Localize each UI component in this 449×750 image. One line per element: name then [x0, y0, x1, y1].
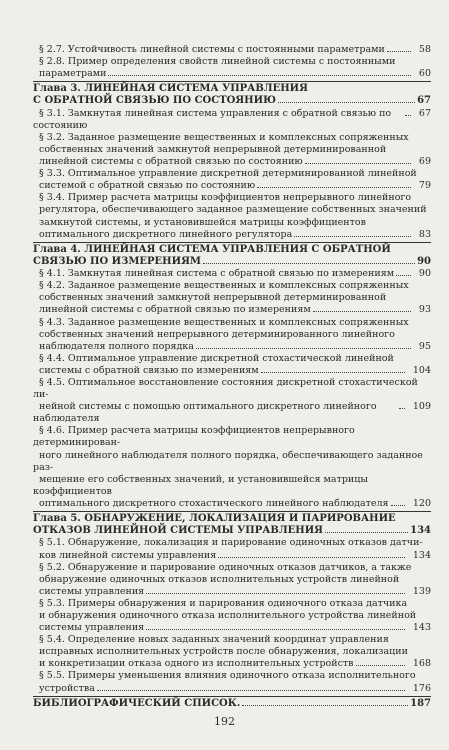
toc-entry-text: регулятора, обеспечивающего заданное размещение собственных значений: [39, 204, 427, 216]
toc-entry-text: § 4.4. Оптимальное управление дискретной стохастической линейной: [39, 352, 394, 364]
toc-entry-text: § 4.5. Оптимальное восстановление состояния дискретной стохастической ли-: [33, 376, 418, 401]
toc-page-number: 168: [412, 658, 431, 670]
toc-page-number: 134: [412, 549, 431, 561]
toc-page-number: 187: [410, 697, 431, 709]
chapter-rule: [33, 696, 431, 697]
toc-entry-text: нейной системы с помощью оптимального дискретного линейного наблюдателя: [33, 401, 377, 425]
toc-page-number: 134: [410, 525, 431, 537]
dot-leader: [356, 665, 405, 666]
toc-entry-text: § 5.5. Примеры уменьшения влияния одиночного отказа исполнительного: [39, 670, 416, 682]
dot-leader: [242, 705, 408, 706]
toc-section: [33, 268, 431, 280]
toc-entry-text: мещение его собственных значений, и установившейся матрицы коэффициентов: [33, 473, 368, 497]
toc-chapter: [33, 244, 431, 268]
toc-section: [33, 598, 431, 634]
dot-leader: [97, 690, 405, 691]
toc-section: [33, 425, 431, 510]
toc-entry-text: системой с обратной связью по состоянию: [39, 180, 256, 192]
toc-page-number: 69: [418, 156, 431, 168]
toc-entry-text: устройства: [39, 682, 95, 694]
toc-entry-text: наблюдателя полного порядка: [39, 340, 194, 352]
toc-page-number: 143: [412, 622, 431, 634]
toc-entry-text: оптимального дискретного стохастического линейного наблюдателя: [39, 497, 389, 509]
toc-page-number: 67: [418, 107, 431, 119]
toc-chapter: [33, 698, 431, 710]
toc-entry-text: § 3.3. Оптимальное управление дискретной детерминированной линейной: [39, 168, 417, 180]
toc-page-number: 79: [418, 180, 431, 192]
dot-leader: [325, 532, 408, 533]
dot-leader: [313, 311, 411, 312]
toc-entry-text: Глава 3. ЛИНЕЙНАЯ СИСТЕМА УПРАВЛЕНИЯ: [33, 83, 308, 95]
chapter-rule: [33, 242, 431, 243]
toc-page-number: 58: [418, 44, 431, 55]
dot-leader: [261, 372, 405, 373]
dot-leader: [405, 115, 411, 116]
toc-chapter: [33, 83, 431, 107]
toc-entry-text: § 4.6. Пример расчета матрицы коэффициентов непрерывного детерминирован-: [33, 425, 355, 449]
dot-leader: [305, 163, 411, 164]
toc-page-number: 67: [417, 95, 431, 107]
toc-entry-text: и конкретизации отказа одного из исполнительных устройств: [39, 658, 354, 670]
toc-section: [33, 317, 431, 353]
toc-entry-text: § 3.1. Замкнутая линейная система управления с обратной связью по состоянию: [33, 107, 392, 131]
toc-entry-text: оптимального дискретного линейного регулятора: [39, 228, 293, 240]
dot-leader: [108, 75, 410, 76]
toc-page-number: 95: [418, 340, 431, 352]
toc-entry-text: линейной системы с обратной связью по состоянию: [39, 156, 303, 168]
toc-section: [33, 56, 431, 80]
toc-entry-text: системы управления: [39, 585, 145, 597]
toc-chapter: [33, 513, 431, 537]
toc-entry-text: исправных исполнительных устройств после обнаружения, локализации: [39, 646, 408, 658]
toc-page-number: 139: [412, 585, 431, 597]
toc-page-number: 83: [418, 228, 431, 240]
toc-entry-text: § 5.1. Обнаружение, локализация и парирование одиночных отказов датчи-: [39, 537, 423, 549]
toc-entry-text: системы управления: [39, 622, 145, 634]
toc-entry-text: ков линейной системы управления: [39, 549, 217, 561]
toc-section: [33, 168, 431, 192]
toc-section: [33, 280, 431, 316]
dot-leader: [294, 236, 411, 237]
toc-entry-text: ОТКАЗОВ ЛИНЕЙНОЙ СИСТЕМЫ УПРАВЛЕНИЯ: [33, 525, 323, 537]
toc-entry-text: и обнаружения одиночного отказа исполнительного устройства линейной: [39, 609, 417, 621]
toc-entry-text: § 4.3. Заданное размещение вещественных и комплексных сопряженных: [39, 316, 409, 328]
dot-leader: [257, 187, 411, 188]
page-number: 192: [214, 715, 235, 728]
dot-leader: [387, 51, 411, 52]
toc-page-number: 109: [412, 401, 431, 413]
toc-entry-text: § 3.4. Пример расчета матрицы коэффициентов непрерывного линейного: [39, 192, 412, 204]
toc-section: [33, 192, 431, 240]
toc-entry-text: § 4.1. Замкнутая линейная система с обратной связью по измерениям: [39, 268, 395, 280]
dot-leader: [278, 102, 415, 103]
toc-entry-text: обнаружение одиночных отказов исполнительных устройств линейной: [39, 573, 400, 585]
toc-section: [33, 132, 431, 168]
toc-entry-text: замкнутой системы, и установившейся матрицы коэффициентов: [39, 216, 366, 228]
toc-entry-text: собственных значений замкнутой непрерывной детерминированной: [39, 292, 387, 304]
toc-section: [33, 634, 431, 670]
toc-section: [33, 377, 431, 425]
dot-leader: [218, 557, 405, 558]
toc-entry-text: собственных значений непрерывного детерминированного линейного: [39, 328, 395, 340]
toc-entry-text: линейной системы с обратной связью по измерениям: [39, 304, 311, 316]
toc-page-number: 104: [412, 364, 431, 376]
toc-entry-text: § 2.8. Пример определения свойств линейной системы с постоянными: [39, 56, 396, 68]
toc-page-number: 90: [417, 255, 431, 267]
toc-page-number: 176: [412, 682, 431, 694]
toc-section: [33, 44, 431, 56]
toc-entry-text: собственных значений замкнутой непрерывной детерминированной: [39, 143, 387, 155]
toc-entry-text: § 5.3. Примеры обнаружения и парирования одиночного отказа датчика: [39, 597, 408, 609]
toc-entry-text: § 3.2. Заданное размещение вещественных и комплексных сопряженных: [39, 131, 409, 143]
toc-section: [33, 537, 431, 561]
toc-page-number: 60: [418, 68, 431, 80]
toc-entry-text: БИБЛИОГРАФИЧЕСКИЙ СПИСОК.: [33, 697, 241, 709]
toc-section: [33, 353, 431, 377]
toc-section: [33, 670, 431, 694]
toc-entry-text: § 2.7. Устойчивость линейной системы с постоянными параметрами: [39, 44, 385, 55]
dot-leader: [399, 408, 405, 409]
table-of-contents: [33, 44, 431, 710]
toc-page-number: 90: [418, 268, 431, 280]
dot-leader: [396, 275, 411, 276]
dot-leader: [146, 629, 405, 630]
toc-entry-text: Глава 5. ОБНАРУЖЕНИЕ, ЛОКАЛИЗАЦИЯ И ПАРИРОВАНИЕ: [33, 513, 396, 524]
toc-entry-text: ного линейного наблюдателя полного порядка, обеспечивающего заданное раз-: [33, 449, 423, 473]
toc-entry-text: § 4.2. Заданное размещение вещественных и комплексных сопряженных: [39, 280, 409, 292]
toc-entry-text: системы с обратной связью по измерениям: [39, 364, 259, 376]
chapter-rule: [33, 511, 431, 512]
dot-leader: [146, 593, 405, 594]
toc-page-number: 120: [412, 497, 431, 509]
toc-entry-text: § 5.2. Обнаружение и парирование одиночных отказов датчиков, а также: [39, 561, 412, 573]
dot-leader: [196, 348, 411, 349]
toc-section: [33, 108, 431, 132]
toc-section: [33, 562, 431, 598]
toc-page-number: 93: [418, 304, 431, 316]
toc-entry-text: СВЯЗЬЮ ПО ИЗМЕРЕНИЯМ: [33, 255, 201, 267]
toc-entry-text: параметрами: [39, 68, 107, 80]
dot-leader: [391, 505, 405, 506]
toc-entry-text: С ОБРАТНОЙ СВЯЗЬЮ ПО СОСТОЯНИЮ: [33, 95, 276, 107]
toc-entry-text: Глава 4. ЛИНЕЙНАЯ СИСТЕМА УПРАВЛЕНИЯ С ОБРАТНОЙ: [33, 243, 391, 255]
toc-entry-text: § 5.4. Определение новых заданных значений координат управления: [39, 634, 389, 646]
dot-leader: [203, 263, 415, 264]
